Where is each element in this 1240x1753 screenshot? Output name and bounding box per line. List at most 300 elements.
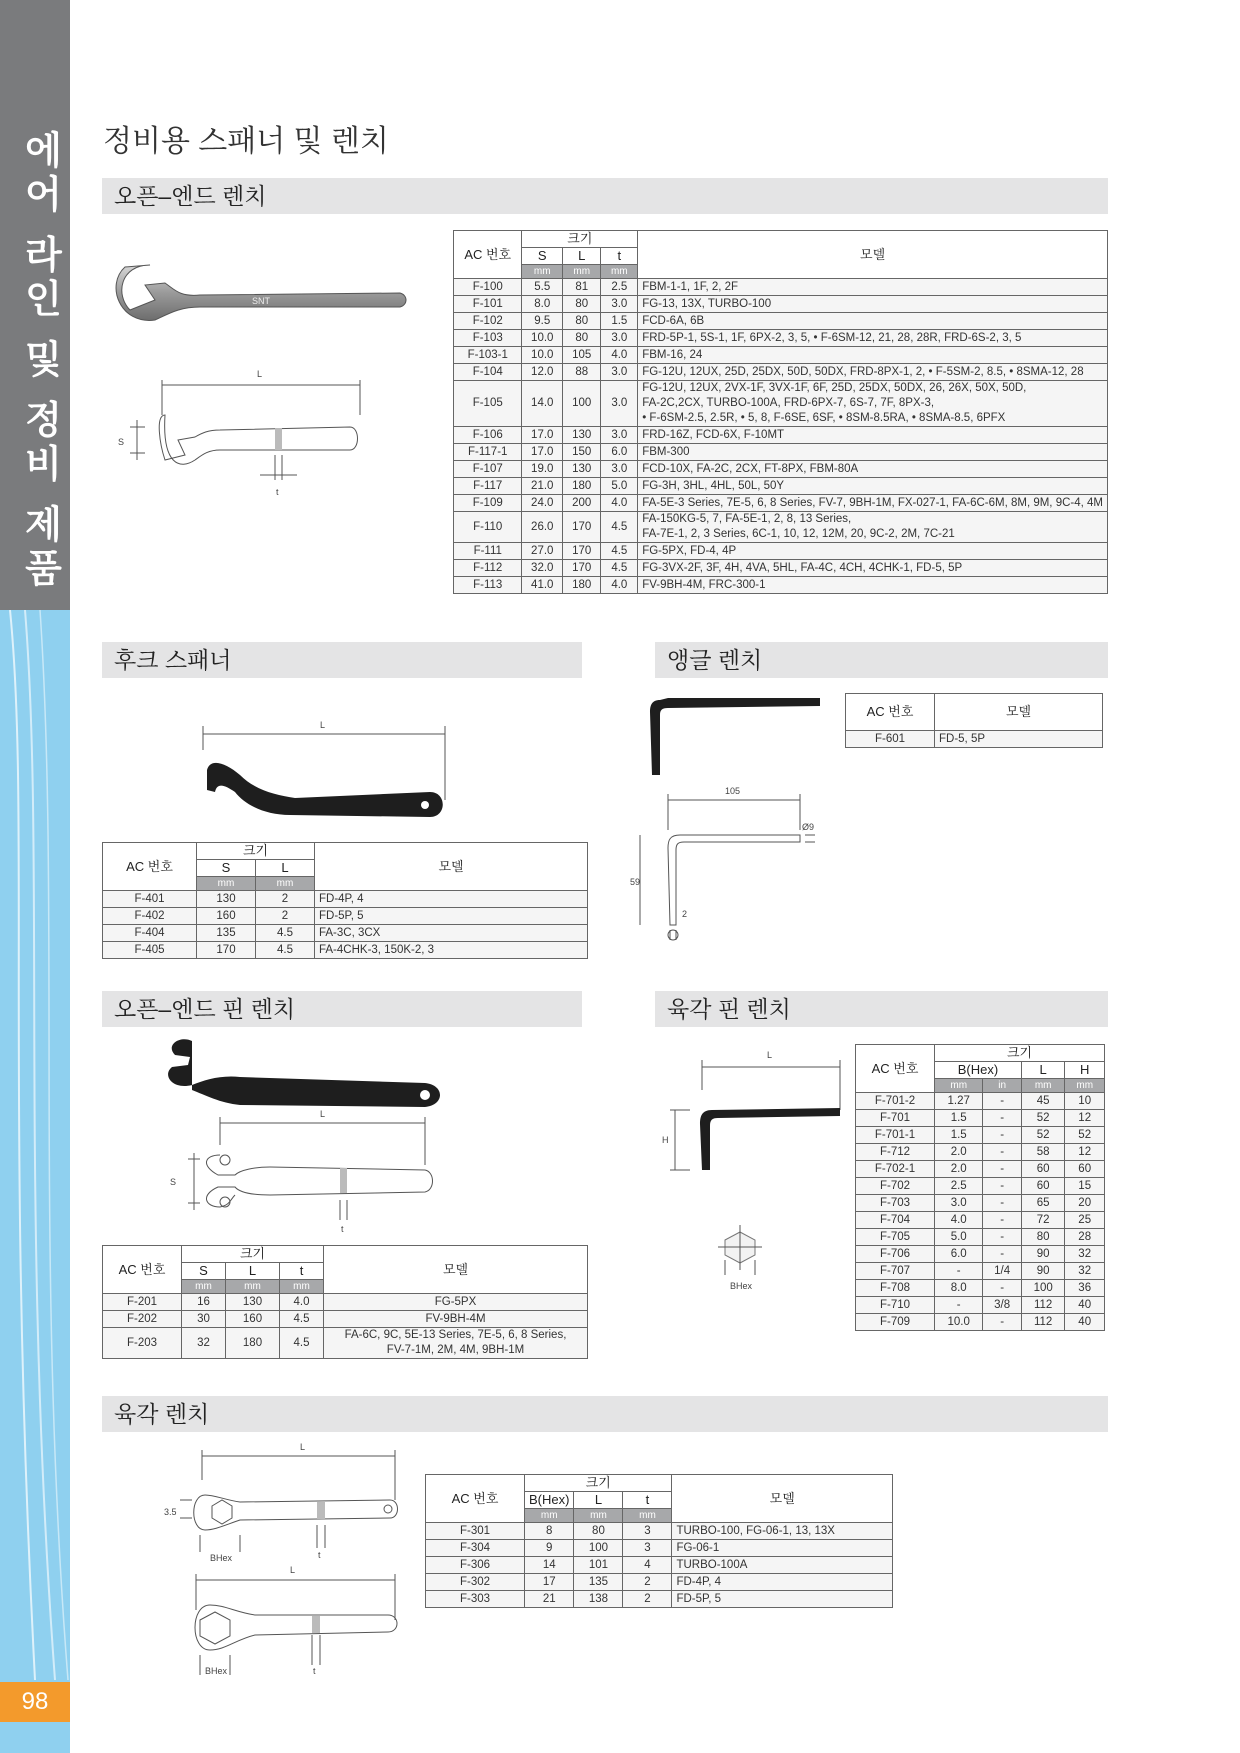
col-ac-no: AC 번호 [856, 1045, 935, 1093]
table-cell: 160 [197, 908, 256, 925]
angle-table [845, 693, 1103, 748]
hex-pin-wrench-drawing [660, 1040, 850, 1325]
table-cell: F-102 [454, 313, 522, 330]
table-cell: 170 [563, 560, 601, 577]
unit-mm: mm [623, 1509, 672, 1523]
table-cell: 45 [1021, 1093, 1064, 1110]
table-row [856, 1144, 1105, 1161]
table-cell: F-203 [103, 1328, 182, 1359]
table-cell: - [983, 1144, 1022, 1161]
dim-105: 105 [725, 786, 741, 796]
table-cell: F-705 [856, 1229, 935, 1246]
table-cell: 2.5 [601, 279, 638, 296]
table-row [856, 1246, 1105, 1263]
table-cell: 200 [563, 495, 601, 512]
table-row [454, 512, 1108, 543]
table-cell: 17.0 [522, 427, 563, 444]
col-model: 모델 [315, 843, 588, 891]
table-cell: FG-5PX [324, 1294, 588, 1311]
table-cell: 4.5 [601, 512, 638, 543]
table-cell: 80 [574, 1523, 623, 1540]
table-cell: FG-13, 13X, TURBO-100 [638, 296, 1108, 313]
table-cell: 130 [563, 461, 601, 478]
table-cell: - [935, 1263, 983, 1280]
table-cell: 90 [1021, 1246, 1064, 1263]
table-cell: 130 [197, 891, 256, 908]
table-cell: 32 [1065, 1263, 1105, 1280]
hook-rows [103, 891, 588, 959]
col-bhex: B(Hex) [935, 1062, 1022, 1079]
unit-mm: mm [574, 1509, 623, 1523]
table-cell: FRD-16Z, FCD-6X, F-10MT [638, 427, 1108, 444]
col-l: L [563, 248, 601, 265]
table-cell: F-107 [454, 461, 522, 478]
table-row [103, 1311, 588, 1328]
page-title: 정비용 스패너 및 렌치 [103, 125, 389, 158]
col-ac-no: AC 번호 [426, 1475, 525, 1523]
dim-s: S [118, 437, 125, 447]
hook-table [102, 842, 588, 959]
table-row [856, 1110, 1105, 1127]
dim-bhex: BHex [210, 1553, 233, 1563]
table-cell: 72 [1021, 1212, 1064, 1229]
section-open-end: 오픈–엔드 렌치 [102, 178, 1108, 214]
table-cell: 14 [525, 1557, 574, 1574]
table-cell: 100 [563, 381, 601, 427]
table-cell: FRD-5P-1, 5S-1, 1F, 6PX-2, 3, 5, • F-6SM-12, 21, 28, 28R, FRD-6S-2, 3, 5 [638, 330, 1108, 347]
table-cell: 3.0 [601, 381, 638, 427]
dim-l: L [320, 720, 326, 730]
table-cell: 65 [1021, 1195, 1064, 1212]
unit-mm: mm [1065, 1079, 1105, 1093]
table-cell: FG-5PX, FD-4, 4P [638, 543, 1108, 560]
table-cell: F-302 [426, 1574, 525, 1591]
table-cell: 80 [563, 313, 601, 330]
table-row [856, 1093, 1105, 1110]
unit-mm: mm [197, 877, 256, 891]
table-cell: 3.0 [601, 330, 638, 347]
table-cell: FG-12U, 12UX, 2VX-1F, 3VX-1F, 6F, 25D, 25DX, 50DX, 26, 26X, 50X, 50D, FA-2C,2CX, TURBO-100A, FRD-6PX-7, 6S-7, 7F, 8PX-3, • F-6SM-2.5, 2.5R, • 5, 8, F-6SE, 6SF, • 8SM-8.5RA, • 8SMA-8.5, 6PFX [638, 381, 1108, 427]
table-row [454, 495, 1108, 512]
table-cell: 1.5 [935, 1127, 983, 1144]
table-cell: - [983, 1314, 1022, 1331]
table-cell: 2 [256, 891, 315, 908]
table-row [454, 543, 1108, 560]
table-cell: FA-6C, 9C, 5E-13 Series, 7E-5, 6, 8 Series, FV-7-1M, 2M, 4M, 9BH-1M [324, 1328, 588, 1359]
table-cell: 3.0 [601, 364, 638, 381]
table-cell: F-708 [856, 1280, 935, 1297]
table-cell: - [983, 1178, 1022, 1195]
table-cell: 10 [1065, 1093, 1105, 1110]
hex-wrench-drawing [160, 1440, 400, 1680]
table-row [103, 942, 588, 959]
table-cell: 2.5 [935, 1178, 983, 1195]
brand-text: SNT [252, 296, 270, 306]
table-cell: 32 [1065, 1246, 1105, 1263]
table-cell: 4.5 [280, 1311, 324, 1328]
table-cell: F-117-1 [454, 444, 522, 461]
col-size: 크기 [197, 843, 315, 860]
table-cell: F-112 [454, 560, 522, 577]
table-cell: 60 [1021, 1161, 1064, 1178]
table-row [103, 908, 588, 925]
col-model: 모델 [638, 231, 1108, 279]
table-cell: 112 [1021, 1314, 1064, 1331]
table-cell: F-113 [454, 577, 522, 594]
table-cell: FCD-10X, FA-2C, 2CX, FT-8PX, FBM-80A [638, 461, 1108, 478]
table-cell: F-100 [454, 279, 522, 296]
table-row [454, 347, 1108, 364]
table-cell: 3/8 [983, 1297, 1022, 1314]
table-cell: F-706 [856, 1246, 935, 1263]
dim-l: L [320, 1109, 326, 1119]
dim-t: t [318, 1550, 321, 1560]
table-cell: 16 [182, 1294, 226, 1311]
col-model: 모델 [672, 1475, 893, 1523]
table-row [856, 1263, 1105, 1280]
table-cell: F-104 [454, 364, 522, 381]
table-cell: 20 [1065, 1195, 1105, 1212]
dim-bhex: BHex [205, 1666, 228, 1676]
col-h: H [1065, 1062, 1105, 1079]
col-t: t [280, 1263, 324, 1280]
table-cell: 3 [623, 1540, 672, 1557]
dim-t: t [313, 1666, 316, 1676]
pin-wrench-drawing [160, 1035, 450, 1235]
table-cell: 8.0 [935, 1280, 983, 1297]
table-cell: FA-5E-3 Series, 7E-5, 6, 8 Series, FV-7, 9BH-1M, FX-027-1, FA-6C-6M, 8M, 9M, 9C-4, 4M [638, 495, 1108, 512]
dim-l: L [257, 369, 263, 379]
table-cell: FBM-300 [638, 444, 1108, 461]
table-cell: 52 [1021, 1110, 1064, 1127]
table-cell: F-306 [426, 1557, 525, 1574]
table-cell: FCD-6A, 6B [638, 313, 1108, 330]
table-cell: - [935, 1297, 983, 1314]
table-cell: F-301 [426, 1523, 525, 1540]
table-cell: F-701-1 [856, 1127, 935, 1144]
table-cell: F-202 [103, 1311, 182, 1328]
col-l: L [226, 1263, 280, 1280]
table-cell: 4.5 [256, 942, 315, 959]
table-cell: 8 [525, 1523, 574, 1540]
table-cell: 10.0 [522, 347, 563, 364]
col-l: L [256, 860, 315, 877]
table-cell: F-405 [103, 942, 197, 959]
col-s: S [522, 248, 563, 265]
table-cell: 170 [563, 543, 601, 560]
open-end-rows [454, 279, 1108, 594]
dim-l: L [290, 1565, 296, 1575]
open-end-wrench-drawing [110, 255, 410, 505]
table-row [856, 1195, 1105, 1212]
col-ac-no: AC 번호 [454, 231, 522, 279]
table-row [454, 461, 1108, 478]
table-cell: 2 [623, 1574, 672, 1591]
sidebar [0, 0, 70, 1753]
table-row [856, 1314, 1105, 1331]
table-cell: 26.0 [522, 512, 563, 543]
table-cell: - [983, 1110, 1022, 1127]
section-angle: 앵글 렌치 [655, 642, 1108, 678]
table-row [103, 1294, 588, 1311]
dim-3-5: 3.5 [164, 1507, 177, 1517]
dim-bhex: BHex [730, 1281, 753, 1291]
table-cell: FG-12U, 12UX, 25D, 25DX, 50D, 50DX, FRD-8PX-1, 2, • F-5SM-2, 8.5, • 8SMA-12, 28 [638, 364, 1108, 381]
table-cell: 80 [563, 330, 601, 347]
unit-mm: mm [1021, 1079, 1064, 1093]
open-end-table [453, 230, 1108, 594]
table-cell: 6.0 [601, 444, 638, 461]
table-cell: F-401 [103, 891, 197, 908]
table-cell: F-303 [426, 1591, 525, 1608]
table-row [454, 330, 1108, 347]
table-cell: 105 [563, 347, 601, 364]
dim-59: 59 [630, 877, 641, 887]
table-cell: 40 [1065, 1297, 1105, 1314]
table-row [454, 444, 1108, 461]
dim-s: S [170, 1177, 177, 1187]
table-cell: 3.0 [601, 296, 638, 313]
unit-mm: mm [522, 265, 563, 279]
table-cell: 4.0 [935, 1212, 983, 1229]
hook-spanner-drawing [195, 720, 455, 830]
table-cell: 5.0 [935, 1229, 983, 1246]
table-cell: - [983, 1280, 1022, 1297]
section-hex-pin: 육각 핀 렌치 [655, 991, 1108, 1027]
table-cell: 12 [1065, 1144, 1105, 1161]
table-cell: 80 [563, 296, 601, 313]
table-cell: 101 [574, 1557, 623, 1574]
table-cell: FD-4P, 4 [672, 1574, 893, 1591]
table-cell: F-704 [856, 1212, 935, 1229]
unit-mm: mm [525, 1509, 574, 1523]
table-cell: - [983, 1229, 1022, 1246]
table-row [856, 1280, 1105, 1297]
hex-pin-table [855, 1044, 1105, 1331]
table-cell: 36 [1065, 1280, 1105, 1297]
table-row [426, 1574, 893, 1591]
table-cell: 41.0 [522, 577, 563, 594]
table-row [856, 1178, 1105, 1195]
table-cell: - [983, 1093, 1022, 1110]
table-cell: 2.0 [935, 1144, 983, 1161]
unit-mm: mm [182, 1280, 226, 1294]
table-row [426, 1591, 893, 1608]
table-cell: 19.0 [522, 461, 563, 478]
table-cell: 12.0 [522, 364, 563, 381]
table-cell: FA-3C, 3CX [315, 925, 588, 942]
hex-pin-rows [856, 1093, 1105, 1331]
table-row [103, 1328, 588, 1359]
table-cell: 60 [1021, 1178, 1064, 1195]
table-cell: 32 [182, 1328, 226, 1359]
angle-wrench-drawing [630, 690, 820, 945]
table-row [454, 296, 1108, 313]
table-cell: FG-3H, 3HL, 4HL, 50L, 50Y [638, 478, 1108, 495]
unit-mm: mm [280, 1280, 324, 1294]
col-size: 크기 [935, 1045, 1105, 1062]
table-cell: 1.5 [601, 313, 638, 330]
col-bhex: B(Hex) [525, 1492, 574, 1509]
dim-t: t [276, 487, 279, 497]
table-cell: - [983, 1246, 1022, 1263]
table-cell: 88 [563, 364, 601, 381]
table-cell: 5.5 [522, 279, 563, 296]
col-model: 모델 [324, 1246, 588, 1294]
table-cell: FA-150KG-5, 7, FA-5E-1, 2, 8, 13 Series, FA-7E-1, 2, 3 Series, 6C-1, 10, 12, 12M, 20, 9C-2, 2M, 7C-21 [638, 512, 1108, 543]
table-cell: 5.0 [601, 478, 638, 495]
table-cell: 3 [623, 1523, 672, 1540]
col-ac-no: AC 번호 [103, 1246, 182, 1294]
table-cell: 90 [1021, 1263, 1064, 1280]
table-cell: 28 [1065, 1229, 1105, 1246]
table-cell: TURBO-100A [672, 1557, 893, 1574]
table-cell: FD-5P, 5 [672, 1591, 893, 1608]
col-size: 크기 [182, 1246, 324, 1263]
table-cell: 100 [574, 1540, 623, 1557]
table-cell: 32.0 [522, 560, 563, 577]
table-cell: 180 [563, 577, 601, 594]
table-cell: F-702 [856, 1178, 935, 1195]
table-cell: - [983, 1212, 1022, 1229]
table-cell: 4.0 [601, 347, 638, 364]
table-cell: F-404 [103, 925, 197, 942]
table-row [454, 560, 1108, 577]
table-cell: F-710 [856, 1297, 935, 1314]
section-hex: 육각 렌치 [102, 1396, 1108, 1432]
table-cell: F-701-2 [856, 1093, 935, 1110]
table-row [856, 1212, 1105, 1229]
table-cell: FA-4CHK-3, 150K-2, 3 [315, 942, 588, 959]
unit-in: in [983, 1079, 1022, 1093]
dim-phi9: Ø9 [802, 822, 815, 832]
table-cell: FG-06-1 [672, 1540, 893, 1557]
hex-rows [426, 1523, 893, 1608]
sidebar-title: 에어 라인 및 정비 제품 [18, 130, 60, 593]
table-cell: 30 [182, 1311, 226, 1328]
table-cell: 135 [197, 925, 256, 942]
col-t: t [623, 1492, 672, 1509]
pin-rows [103, 1294, 588, 1359]
table-cell: 180 [563, 478, 601, 495]
table-cell: F-110 [454, 512, 522, 543]
table-row [454, 381, 1108, 427]
table-cell: 52 [1065, 1127, 1105, 1144]
table-cell: F-601 [846, 731, 935, 748]
table-cell: - [983, 1161, 1022, 1178]
pin-table [102, 1245, 588, 1359]
table-row [856, 1297, 1105, 1314]
table-cell: 180 [226, 1328, 280, 1359]
dim-2: 2 [682, 909, 688, 919]
table-cell: 12 [1065, 1110, 1105, 1127]
table-cell: 2.0 [935, 1161, 983, 1178]
table-cell: 4.5 [280, 1328, 324, 1359]
col-ac-no: AC 번호 [846, 694, 935, 731]
table-cell: 14.0 [522, 381, 563, 427]
table-cell: 21 [525, 1591, 574, 1608]
table-cell: FD-4P, 4 [315, 891, 588, 908]
table-row [454, 577, 1108, 594]
table-cell: F-304 [426, 1540, 525, 1557]
table-cell: F-701 [856, 1110, 935, 1127]
table-cell: TURBO-100, FG-06-1, 13, 13X [672, 1523, 893, 1540]
angle-rows [846, 731, 1103, 748]
table-cell: 17 [525, 1574, 574, 1591]
table-cell: 58 [1021, 1144, 1064, 1161]
table-row [426, 1557, 893, 1574]
table-cell: 80 [1021, 1229, 1064, 1246]
table-row [426, 1523, 893, 1540]
table-cell: F-105 [454, 381, 522, 427]
table-cell: F-117 [454, 478, 522, 495]
table-cell: 100 [1021, 1280, 1064, 1297]
table-cell: F-702-1 [856, 1161, 935, 1178]
dim-l: L [300, 1442, 306, 1452]
table-row [454, 427, 1108, 444]
table-row [454, 478, 1108, 495]
table-cell: FD-5, 5P [935, 731, 1103, 748]
unit-mm: mm [563, 265, 601, 279]
table-row [856, 1127, 1105, 1144]
table-cell: 170 [197, 942, 256, 959]
table-cell: 135 [574, 1574, 623, 1591]
table-cell: 9.5 [522, 313, 563, 330]
table-cell: 10.0 [522, 330, 563, 347]
table-cell: 1.5 [935, 1110, 983, 1127]
table-row [454, 279, 1108, 296]
hex-table [425, 1474, 893, 1608]
table-cell: 4 [623, 1557, 672, 1574]
col-s: S [197, 860, 256, 877]
dim-t: t [341, 1224, 344, 1234]
table-cell: - [983, 1195, 1022, 1212]
table-cell: F-707 [856, 1263, 935, 1280]
table-cell: 3.0 [935, 1195, 983, 1212]
table-row [103, 891, 588, 908]
table-row [454, 364, 1108, 381]
col-model: 모델 [935, 694, 1103, 731]
table-cell: 52 [1021, 1127, 1064, 1144]
table-cell: F-709 [856, 1314, 935, 1331]
table-cell: 2 [256, 908, 315, 925]
table-cell: 40 [1065, 1314, 1105, 1331]
col-size: 크기 [525, 1475, 672, 1492]
table-cell: 170 [563, 512, 601, 543]
table-cell: F-111 [454, 543, 522, 560]
col-l: L [574, 1492, 623, 1509]
table-cell: FD-5P, 5 [315, 908, 588, 925]
table-cell: FBM-1-1, 1F, 2, 2F [638, 279, 1108, 296]
table-cell: 4.0 [280, 1294, 324, 1311]
table-cell: 17.0 [522, 444, 563, 461]
table-cell: F-402 [103, 908, 197, 925]
table-cell: 130 [563, 427, 601, 444]
table-cell: F-712 [856, 1144, 935, 1161]
table-cell: 1.27 [935, 1093, 983, 1110]
unit-mm: mm [226, 1280, 280, 1294]
unit-mm: mm [601, 265, 638, 279]
table-cell: 4.0 [601, 495, 638, 512]
table-cell: 81 [563, 279, 601, 296]
table-cell: 8.0 [522, 296, 563, 313]
table-cell: F-103-1 [454, 347, 522, 364]
table-cell: F-201 [103, 1294, 182, 1311]
table-cell: 4.5 [601, 560, 638, 577]
table-cell: 6.0 [935, 1246, 983, 1263]
sidebar-decoration [0, 610, 70, 1680]
unit-mm: mm [256, 877, 315, 891]
